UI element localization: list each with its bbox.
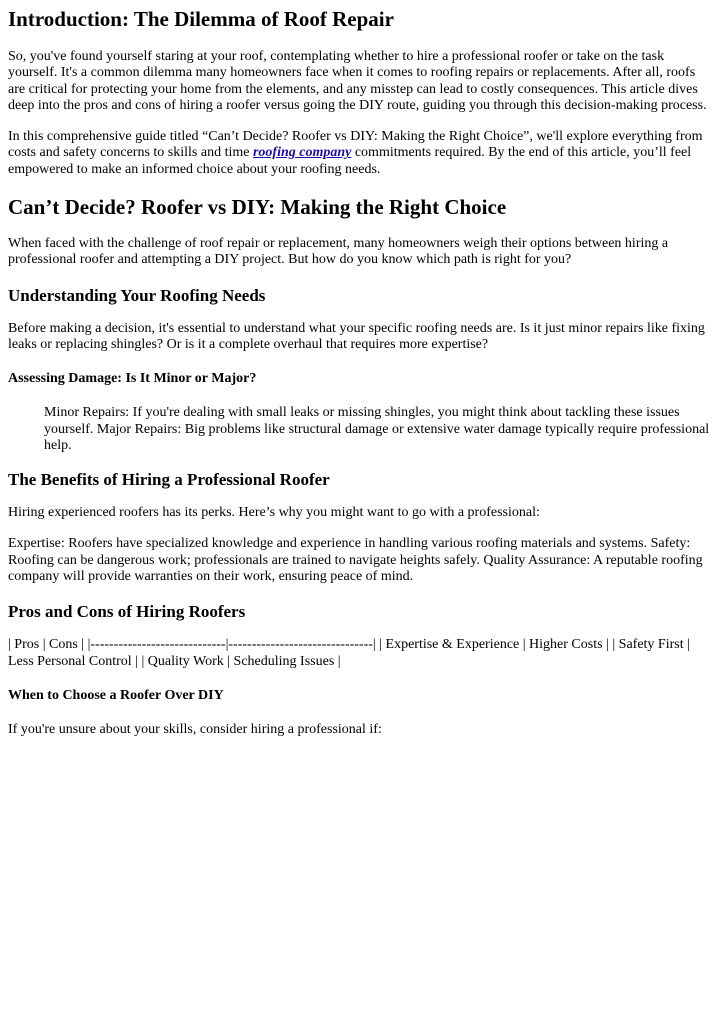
pros-cons-table-text: | Pros | Cons | |-----------------------------|-------------------------------| | Expertise & Experience | Higher Costs | | Safety First | Less Personal Control | | Quality Work | Scheduling Issues | (8, 637, 690, 669)
intro-paragraph-1: So, you've found yourself staring at your roof, contemplating whether to hire a professional roofer or take on the task yourself. It's a common dilemma many homeowners face when it comes to roofing repairs or replacements. After all, roofs are critical for protecting your home from the elements, and any misstep can lead to costly consequences. This article dives deep into the pros and cons of hiring a roofer versus going the DIY route, guiding you through this decision-making process. (8, 49, 707, 113)
when-to-choose-heading: When to Choose a Roofer Over DIY (8, 687, 224, 703)
article-page (0, 7, 720, 738)
intro-heading: Introduction: The Dilemma of Roof Repair (8, 7, 394, 31)
pros-cons-heading: Pros and Cons of Hiring Roofers (8, 602, 246, 622)
benefits-intro-paragraph: Hiring experienced roofers has its perks. Here’s why you might want to go with a professional: (8, 505, 540, 521)
intro-paragraph-2 (8, 129, 712, 178)
roofing-needs-heading: Understanding Your Roofing Needs (8, 285, 266, 305)
intro-section (8, 7, 712, 32)
damage-quote-text: Minor Repairs: If you're dealing with small leaks or missing shingles, you might think about tackling these issues yourself. Major Repairs: Big problems like structural damage or extensive water damage typically require professional help. (44, 405, 710, 453)
main-heading: Can’t Decide? Roofer vs DIY: Making the Right Choice (8, 195, 507, 220)
damage-quote (44, 405, 712, 454)
intro-paragraph-2-text-start: In this comprehensive guide titled “Can’t Decide? Roofer vs DIY: Making the Right Choice”, we'll explore everything from costs and safety concerns to skills and time (8, 129, 703, 161)
roofing-company-link[interactable]: roofing company (252, 145, 352, 161)
when-to-choose-paragraph: If you're unsure about your skills, consider hiring a professional if: (8, 721, 382, 737)
roofing-needs-paragraph: Before making a decision, it's essential to understand what your specific roofing needs are. Is it just minor repairs like fixing leaks or replacing shingles? Or is it a complete overhaul that requires more expertise? (8, 320, 705, 352)
main-paragraph: When faced with the challenge of roof repair or replacement, many homeowners weigh their options between hiring a professional roofer and attempting a DIY project. But how do you know which path is right for you? (8, 236, 669, 268)
assessing-damage-heading: Assessing Damage: Is It Minor or Major? (8, 371, 257, 387)
benefits-list-paragraph: Expertise: Roofers have specialized knowledge and experience in handling various roofing materials and systems. Safety: Roofing can be dangerous work; professionals are trained to navigate heights safely. Quality Assurance: A reputable roofing company will provide warranties on their work, ensuring peace of mind. (8, 536, 703, 585)
intro-paragraph-2-text-end: commitments required. By the end of this article, you’ll feel empowered to make an informed choice about your roofing needs. (8, 145, 692, 177)
benefits-heading: The Benefits of Hiring a Professional Roofer (8, 470, 330, 490)
